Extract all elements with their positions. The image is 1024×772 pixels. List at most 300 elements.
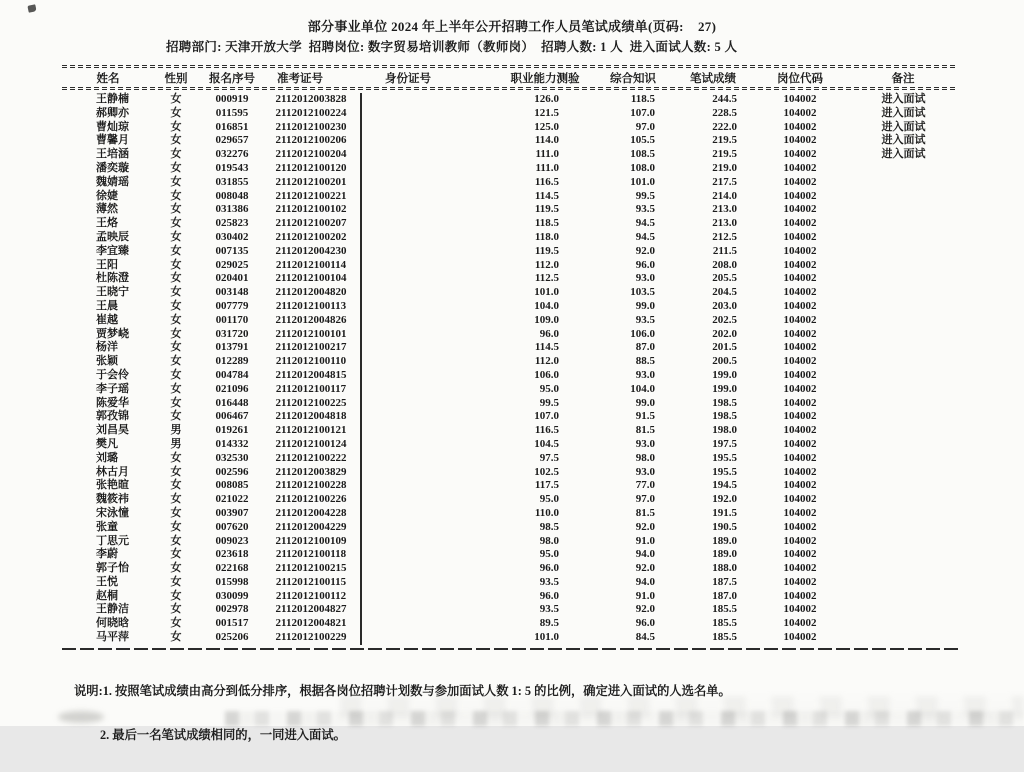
cell-knowledge-score: 93.0 [635, 368, 655, 381]
cell-aptitude-score: 118.0 [534, 230, 559, 243]
cell-aptitude-score: 95.0 [539, 382, 559, 395]
cell-id-no [362, 410, 510, 424]
cell-job-code: 104002 [783, 313, 817, 326]
cell-reg-no: 013791 [215, 341, 249, 354]
cell-aptitude-score: 116.5 [534, 424, 559, 437]
table-row [62, 466, 962, 480]
cell-job-code: 104002 [783, 562, 817, 575]
cell-job-code: 104002 [783, 631, 817, 644]
cell-total-score: 228.5 [712, 106, 737, 119]
cell-aptitude-score: 89.5 [539, 617, 559, 630]
cell-remark [845, 521, 962, 535]
cell-name: 何晓晗 [96, 617, 129, 630]
cell-remark [845, 203, 962, 217]
header-cell-reg-no: 报名序号 [209, 73, 255, 85]
cell-aptitude-score: 112.5 [534, 272, 559, 285]
cell-aptitude-score: 119.5 [534, 203, 559, 216]
cell-knowledge-score: 93.0 [635, 272, 655, 285]
divider-bottom [62, 648, 958, 650]
cell-ticket-no: 2112012004228 [262, 507, 362, 521]
cell-id-no [362, 397, 510, 411]
cell-gender: 女 [170, 120, 182, 133]
cell-job-code: 104002 [783, 451, 817, 464]
cell-job-code: 104002 [783, 161, 817, 174]
cell-reg-no: 001170 [215, 313, 249, 326]
cell-ticket-no: 2112012100124 [262, 438, 362, 452]
cell-remark [845, 410, 962, 424]
cell-reg-no: 020401 [215, 272, 249, 285]
cell-remark [845, 341, 962, 355]
cell-ticket-no: 2112012100110 [262, 355, 362, 369]
cell-ticket-no: 2112012100121 [262, 424, 362, 438]
cell-id-no [362, 328, 510, 342]
cell-total-score: 204.5 [712, 286, 737, 299]
cell-ticket-no: 2112012100224 [262, 107, 362, 121]
cell-id-no [362, 314, 510, 328]
cell-remark [845, 369, 962, 383]
cell-remark [845, 438, 962, 452]
cell-knowledge-score: 93.0 [635, 437, 655, 450]
cell-remark [845, 383, 962, 397]
cell-name: 陈爱华 [96, 396, 129, 409]
cell-aptitude-score: 119.5 [534, 244, 559, 257]
table-row [62, 493, 962, 507]
cell-remark [845, 548, 962, 562]
cell-remark [845, 176, 962, 190]
cell-gender: 女 [170, 548, 182, 561]
cell-name: 王晓宁 [96, 286, 129, 299]
cell-total-score: 192.0 [712, 493, 737, 506]
cell-ticket-no: 2112012100102 [262, 203, 362, 217]
table-row [62, 410, 962, 424]
cell-name: 林古月 [96, 465, 129, 478]
cell-ticket-no: 2112012100120 [262, 162, 362, 176]
table-row [62, 176, 962, 190]
cell-job-code: 104002 [783, 410, 817, 423]
cell-total-score: 190.5 [712, 520, 737, 533]
cell-ticket-no: 2112012100117 [262, 383, 362, 397]
cell-total-score: 198.5 [712, 410, 737, 423]
cell-reg-no: 031720 [215, 327, 249, 340]
cell-aptitude-score: 111.0 [535, 161, 559, 174]
cell-reg-no: 025823 [215, 217, 249, 230]
cell-knowledge-score: 94.5 [635, 230, 655, 243]
cell-ticket-no: 2112012100215 [262, 562, 362, 576]
cell-aptitude-score: 99.5 [539, 396, 559, 409]
cell-aptitude-score: 97.5 [539, 451, 559, 464]
cell-gender: 女 [170, 341, 182, 354]
cell-knowledge-score: 101.0 [630, 175, 655, 188]
cell-knowledge-score: 96.0 [635, 617, 655, 630]
cell-remark [845, 535, 962, 549]
table-row [62, 162, 962, 176]
cell-aptitude-score: 95.0 [539, 493, 559, 506]
cell-gender: 女 [170, 617, 182, 630]
cell-ticket-no: 2112012003828 [262, 93, 362, 107]
cell-gender: 女 [170, 382, 182, 395]
cell-name: 樊凡 [96, 437, 118, 450]
cell-reg-no: 002596 [215, 465, 249, 478]
cell-aptitude-score: 125.0 [534, 120, 559, 133]
cell-ticket-no: 2112012004815 [262, 369, 362, 383]
cell-aptitude-score: 104.5 [534, 437, 559, 450]
cell-name: 崔越 [96, 313, 118, 326]
cell-job-code: 104002 [783, 617, 817, 630]
cell-ticket-no: 2112012100230 [262, 121, 362, 135]
cell-ticket-no: 2112012004229 [262, 521, 362, 535]
cell-ticket-no: 2112012100207 [262, 217, 362, 231]
cell-reg-no: 032530 [215, 451, 249, 464]
cell-reg-no: 002978 [215, 603, 249, 616]
cell-total-score: 195.5 [712, 465, 737, 478]
divider-top [62, 65, 958, 68]
cell-reg-no: 003148 [215, 286, 249, 299]
cell-name: 张童 [96, 520, 118, 533]
cell-name: 徐婕 [96, 189, 118, 202]
cell-aptitude-score: 93.5 [539, 603, 559, 616]
cell-knowledge-score: 94.5 [635, 217, 655, 230]
cell-gender: 女 [170, 534, 182, 547]
cell-gender: 女 [170, 244, 182, 257]
table-header [62, 70, 962, 86]
cell-reg-no: 021096 [215, 382, 249, 395]
table-row [62, 341, 962, 355]
cell-remark [845, 245, 962, 259]
header-cell-gender: 性别 [164, 73, 188, 85]
cell-name: 王静洁 [96, 603, 129, 616]
table-row [62, 259, 962, 273]
cell-id-no [362, 341, 510, 355]
cell-knowledge-score: 91.0 [635, 589, 655, 602]
cell-gender: 女 [170, 161, 182, 174]
cell-gender: 男 [170, 437, 182, 450]
cell-id-no [362, 190, 510, 204]
cell-total-score: 211.5 [712, 244, 737, 257]
cell-name: 魏筱祎 [96, 493, 129, 506]
cell-knowledge-score: 107.0 [630, 106, 655, 119]
cell-reg-no: 022168 [215, 562, 249, 575]
cell-name: 李蔚 [96, 548, 118, 561]
cell-gender: 女 [170, 396, 182, 409]
cell-name: 曹灿琼 [96, 120, 129, 133]
cell-id-no [362, 521, 510, 535]
cell-id-no [362, 603, 510, 617]
cell-gender: 女 [170, 134, 182, 147]
cell-id-no [362, 438, 510, 452]
cell-name: 郭子怡 [96, 562, 129, 575]
cell-name: 刘昌昊 [96, 424, 129, 437]
cell-remark [845, 603, 962, 617]
cell-job-code: 104002 [783, 465, 817, 478]
cell-ticket-no: 2112012100104 [262, 272, 362, 286]
cell-knowledge-score: 92.0 [635, 562, 655, 575]
cell-ticket-no: 2112012004827 [262, 603, 362, 617]
cell-id-no [362, 217, 510, 231]
cell-gender: 女 [170, 230, 182, 243]
cell-remark [845, 259, 962, 273]
cell-aptitude-score: 126.0 [534, 93, 559, 105]
cell-id-no [362, 493, 510, 507]
cell-knowledge-score: 94.0 [635, 575, 655, 588]
table-row [62, 107, 962, 121]
cell-reg-no: 025206 [215, 631, 249, 644]
cell-ticket-no: 2112012100101 [262, 328, 362, 342]
cell-total-score: 201.5 [712, 341, 737, 354]
cell-gender: 女 [170, 327, 182, 340]
cell-reg-no: 029657 [215, 134, 249, 147]
cell-total-score: 199.0 [712, 368, 737, 381]
cell-id-no [362, 631, 510, 645]
header-cell-aptitude-score: 职业能力测验 [510, 73, 580, 85]
cell-gender: 女 [170, 603, 182, 616]
cell-gender: 女 [170, 189, 182, 202]
table-row [62, 93, 962, 107]
cell-remark [845, 424, 962, 438]
cell-gender: 女 [170, 465, 182, 478]
cell-ticket-no: 2112012100226 [262, 493, 362, 507]
cell-knowledge-score: 91.0 [635, 534, 655, 547]
cell-gender: 女 [170, 175, 182, 188]
cell-id-no [362, 259, 510, 273]
cell-job-code: 104002 [783, 437, 817, 450]
scan-bleed-through [225, 711, 1024, 726]
cell-id-no [362, 424, 510, 438]
cell-id-no [362, 134, 510, 148]
cell-knowledge-score: 93.0 [635, 465, 655, 478]
cell-name: 张艳暄 [96, 479, 129, 492]
cell-total-score: 219.0 [712, 161, 737, 174]
cell-total-score: 202.5 [712, 313, 737, 326]
cell-gender: 女 [170, 520, 182, 533]
cell-knowledge-score: 99.0 [635, 396, 655, 409]
cell-name: 王阳 [96, 258, 118, 271]
table-row [62, 286, 962, 300]
cell-job-code: 104002 [783, 244, 817, 257]
cell-ticket-no: 2112012100113 [262, 300, 362, 314]
cell-id-no [362, 355, 510, 369]
cell-aptitude-score: 96.0 [539, 589, 559, 602]
cell-ticket-no: 2112012004818 [262, 410, 362, 424]
cell-reg-no: 006467 [215, 410, 249, 423]
cell-remark [845, 300, 962, 314]
table-row [62, 507, 962, 521]
table-row [62, 535, 962, 549]
cell-reg-no: 000919 [215, 93, 249, 105]
cell-reg-no: 014332 [215, 437, 249, 450]
cell-total-score: 189.0 [712, 548, 737, 561]
table-row [62, 603, 962, 617]
table-row [62, 121, 962, 135]
cell-job-code: 104002 [783, 148, 817, 161]
cell-id-no [362, 176, 510, 190]
cell-remark [845, 493, 962, 507]
cell-reg-no: 019543 [215, 161, 249, 174]
cell-gender: 女 [170, 479, 182, 492]
cell-aptitude-score: 93.5 [539, 575, 559, 588]
cell-knowledge-score: 84.5 [635, 631, 655, 644]
table-row [62, 148, 962, 162]
cell-ticket-no: 2112012100112 [262, 590, 362, 604]
cell-total-score: 219.5 [712, 148, 737, 161]
cell-job-code: 104002 [783, 368, 817, 381]
cell-id-no [362, 121, 510, 135]
table-row [62, 369, 962, 383]
cell-id-no [362, 245, 510, 259]
cell-job-code: 104002 [783, 534, 817, 547]
cell-id-no [362, 148, 510, 162]
cell-aptitude-score: 102.5 [534, 465, 559, 478]
cell-aptitude-score: 107.0 [534, 410, 559, 423]
cell-id-no [362, 507, 510, 521]
cell-name: 于会伶 [96, 368, 129, 381]
cell-reg-no: 030099 [215, 589, 249, 602]
cell-ticket-no: 2112012100217 [262, 341, 362, 355]
cell-reg-no: 001517 [215, 617, 249, 630]
cell-total-score: 219.5 [712, 134, 737, 147]
table-row [62, 314, 962, 328]
cell-job-code: 104002 [783, 217, 817, 230]
cell-aptitude-score: 111.0 [535, 148, 559, 161]
cell-name: 薄然 [96, 203, 118, 216]
cell-id-no [362, 286, 510, 300]
cell-id-no [362, 535, 510, 549]
cell-aptitude-score: 112.0 [534, 258, 559, 271]
cell-reg-no: 032276 [215, 148, 249, 161]
cell-knowledge-score: 93.5 [635, 313, 655, 326]
cell-job-code: 104002 [783, 258, 817, 271]
cell-job-code: 104002 [783, 548, 817, 561]
cell-total-score: 217.5 [712, 175, 737, 188]
cell-name: 刘璐 [96, 451, 118, 464]
cell-aptitude-score: 96.0 [539, 562, 559, 575]
cell-knowledge-score: 92.0 [635, 244, 655, 257]
cell-ticket-no: 2112012004230 [262, 245, 362, 259]
cell-id-no [362, 107, 510, 121]
cell-knowledge-score: 97.0 [635, 493, 655, 506]
cell-aptitude-score: 95.0 [539, 548, 559, 561]
cell-remark [845, 466, 962, 480]
cell-gender: 女 [170, 217, 182, 230]
cell-remark [845, 562, 962, 576]
cell-id-no [362, 203, 510, 217]
cell-reg-no: 003907 [215, 506, 249, 519]
cell-reg-no: 016851 [215, 120, 249, 133]
cell-ticket-no: 2112012100221 [262, 190, 362, 204]
cell-id-no [362, 383, 510, 397]
table-row [62, 300, 962, 314]
cell-ticket-no: 2112012100118 [262, 548, 362, 562]
cell-remark [845, 590, 962, 604]
cell-total-score: 222.0 [712, 120, 737, 133]
table-row [62, 548, 962, 562]
cell-total-score: 197.5 [712, 437, 737, 450]
cell-aptitude-score: 104.0 [534, 299, 559, 312]
cell-aptitude-score: 116.5 [534, 175, 559, 188]
cell-total-score: 188.0 [712, 562, 737, 575]
cell-remark: 进入面试 [881, 93, 926, 105]
cell-aptitude-score: 101.0 [534, 286, 559, 299]
cell-knowledge-score: 104.0 [630, 382, 655, 395]
cell-aptitude-score: 96.0 [539, 327, 559, 340]
cell-ticket-no: 2112012100206 [262, 134, 362, 148]
cell-job-code: 104002 [783, 589, 817, 602]
cell-ticket-no: 2112012004820 [262, 286, 362, 300]
cell-gender: 女 [170, 258, 182, 271]
cell-reg-no: 012289 [215, 355, 249, 368]
cell-remark: 进入面试 [881, 106, 926, 119]
cell-name: 王晨 [96, 299, 118, 312]
cell-gender: 女 [170, 299, 182, 312]
cell-remark [845, 507, 962, 521]
cell-reg-no: 009023 [215, 534, 249, 547]
cell-remark [845, 479, 962, 493]
table-row [62, 617, 962, 631]
cell-ticket-no: 2112012100202 [262, 231, 362, 245]
cell-total-score: 213.0 [712, 217, 737, 230]
cell-gender: 女 [170, 493, 182, 506]
header-cell-job-code: 岗位代码 [777, 73, 823, 85]
table-row [62, 245, 962, 259]
scan-bleed-through [58, 711, 104, 723]
cell-name: 宋泳憧 [96, 506, 129, 519]
cell-job-code: 104002 [783, 493, 817, 506]
table-row [62, 452, 962, 466]
cell-gender: 女 [170, 313, 182, 326]
cell-knowledge-score: 99.5 [635, 189, 655, 202]
cell-ticket-no: 2112012100229 [262, 631, 362, 645]
table-row [62, 217, 962, 231]
cell-knowledge-score: 92.0 [635, 520, 655, 533]
cell-name: 魏婧瑶 [96, 175, 129, 188]
cell-job-code: 104002 [783, 286, 817, 299]
cell-id-no [362, 162, 510, 176]
cell-reg-no: 007620 [215, 520, 249, 533]
cell-total-score: 187.5 [712, 575, 737, 588]
cell-name: 李宜臻 [96, 244, 129, 257]
cell-total-score: 187.0 [712, 589, 737, 602]
cell-gender: 女 [170, 631, 182, 644]
cell-job-code: 104002 [783, 203, 817, 216]
cell-total-score: 244.5 [712, 93, 737, 105]
cell-job-code: 104002 [783, 299, 817, 312]
table-row [62, 231, 962, 245]
table-body [62, 93, 962, 645]
cell-job-code: 104002 [783, 506, 817, 519]
page-meta: 招聘部门: 天津开放大学 招聘岗位: 数字贸易培训教师（教师岗） 招聘人数: 1 人 进入面试人数: 5 人 [166, 40, 738, 54]
cell-name: 王悦 [96, 575, 118, 588]
cell-id-no [362, 231, 510, 245]
cell-ticket-no: 2112012100225 [262, 397, 362, 411]
cell-aptitude-score: 110.0 [534, 506, 559, 519]
cell-aptitude-score: 118.5 [534, 217, 559, 230]
cell-remark [845, 452, 962, 466]
cell-gender: 女 [170, 368, 182, 381]
cell-aptitude-score: 114.5 [534, 189, 559, 202]
cell-job-code: 104002 [783, 120, 817, 133]
cell-name: 王培涵 [96, 148, 129, 161]
cell-job-code: 104002 [783, 175, 817, 188]
cell-gender: 女 [170, 272, 182, 285]
cell-gender: 女 [170, 93, 182, 105]
cell-id-no [362, 300, 510, 314]
cell-reg-no: 015998 [215, 575, 249, 588]
cell-aptitude-score: 114.0 [534, 134, 559, 147]
cell-name: 张颖 [96, 355, 118, 368]
table-row [62, 272, 962, 286]
cell-knowledge-score: 94.0 [635, 548, 655, 561]
cell-reg-no: 007135 [215, 244, 249, 257]
cell-gender: 女 [170, 106, 182, 119]
